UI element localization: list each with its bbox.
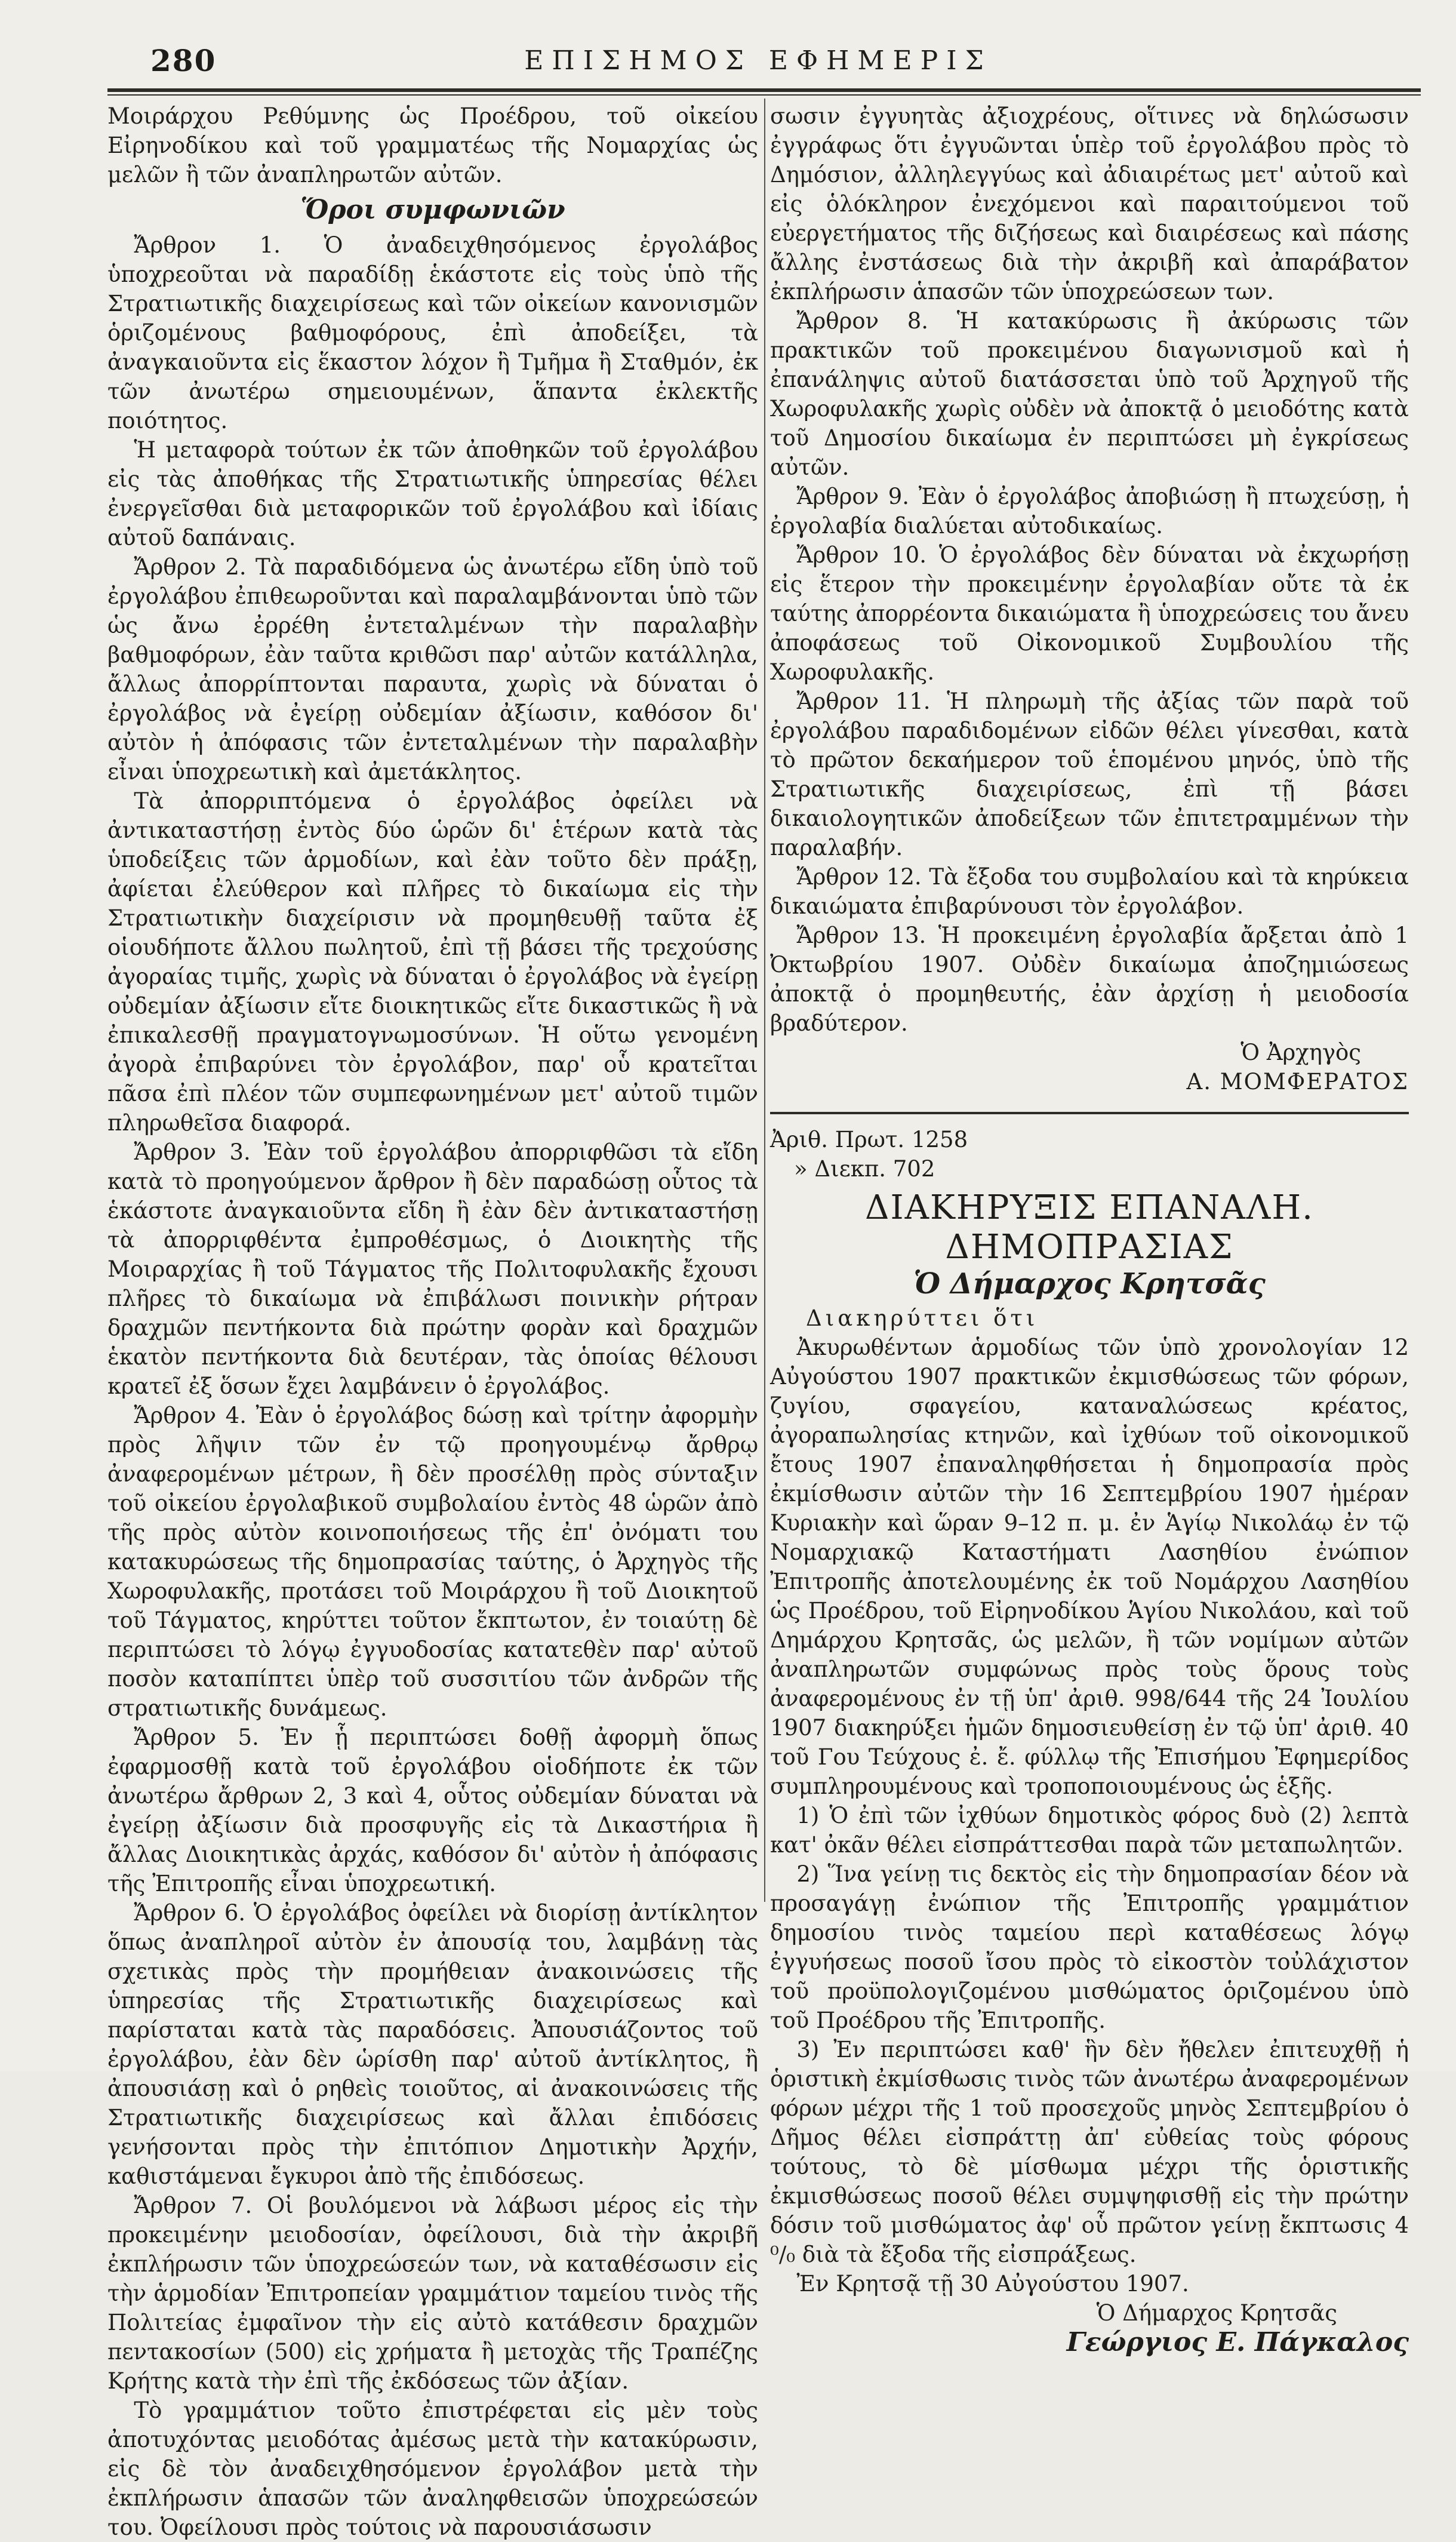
article-13-paragraph: Ἄρθρον 13. Ἡ προκειμένη ἐργολαβία ἄρξεται ἀπὸ 1 Ὀκτωβρίου 1907. Οὐδὲν δικαίωμα ἀποζημιώσεως ἀποκτᾷ ὁ προμηθευτής, ἐὰν ἀρχίσῃ ἡ μειοδοσία βραδύτερον. — [770, 923, 1409, 1036]
section-heading: Ὅροι συμφωνιῶν — [300, 195, 565, 225]
auction-paragraph: Ἀκυρωθέντων ἁρμοδίως τῶν ὑπὸ χρονολογίαν 12 Αὐγούστου 1907 πρακτικῶν ἐκμισθώσεως τῶν φόρων, ζυγίου, σφαγείου, καταναλώσεως κρέατος, ἀγοραπωλησίας κτηνῶν, καὶ ἰχθύων τοῦ οἰκονομικοῦ ἔτους 1907 ἐπαναληφθήσεται ἡ δημοπρασία πρὸς ἐκμίσθωσιν αὐτῶν τὴν 16 Σεπτεμβρίου 1907 ἡμέραν Κυριακὴν καὶ ὥραν 9–12 π. μ. ἐν Ἁγίῳ Νικολάῳ ἐν τῷ Νομαρχιακῷ Καταστήματι Λασηθίου ἐνώπιον Ἐπιτροπῆς ἀποτελουμένης ἐκ τοῦ Νομάρχου Λασηθίου ὡς Προέδρου, τοῦ Εἰρηνοδίκου Ἁγίου Νικολάου, καὶ τοῦ Δημάρχου Κρητσᾶς, ὡς μελῶν, ἢ τῶν νομίμων αὐτῶν ἀναπληρωτῶν συμφώνως πρὸς τοὺς ὅρους τοὺς ἀναφερομένους ἐν τῇ ὑπ' ἀριθ. 998/644 τῆς 24 Ἰουλίου 1907 διακηρύξει ἡμῶν δημοσιευθείσῃ ἐν τῷ ὑπ' ἀριθ. 40 τοῦ Γου Τεύχους ἐ. ἔ. φύλλῳ τῆς Ἐπισήμου Ἐφημερίδος συμπληρουμένους καὶ τροποποιουμένους ὡς ἑξῆς. — [770, 1335, 1409, 1799]
journal-title: ΕΠΙΣΗΜΟΣ ΕΦΗΜΕΡΙΣ — [524, 45, 992, 76]
signatory-title: Ὁ Ἀρχηγὸς — [1240, 1040, 1361, 1065]
article-4-paragraph: Ἄρθρον 4. Ἐὰν ὁ ἐργολάβος δώσῃ καὶ τρίτην ἀφορμὴν πρὸς λῆψιν τῶν ἐν τῷ προηγουμένῳ ἄρθρῳ ἀναφερομένων μέτρων, ἢ δὲν προσέλθῃ πρὸς σύνταξιν τοῦ οἰκείου ἐργολαβικοῦ συμβολαίου ἐντὸς 48 ὡρῶν ἀπὸ τῆς πρὸς αὐτὸν κοινοποιήσεως τῆς ἐπ' ὀνόματι του κατακυρώσεως τῆς δημοπρασίας ταύτης, ὁ Ἀρχηγὸς τῆς Χωροφυλακῆς, προτάσει τοῦ Μοιράρχου ἢ τοῦ Διοικητοῦ τοῦ Τάγματος, κηρύττει τοῦτον ἔκπτωτον, ἐν τοιαύτῃ δὲ περιπτώσει τὸ λόγῳ ἐγγυοδοσίας κατατεθὲν παρ' αὐτοῦ ποσὸν καταπίπτει ὑπὲρ τοῦ συσσιτίου τῶν ἀνδρῶν τῆς στρατιωτικῆς δυνάμεως. — [107, 1403, 758, 1721]
page-header — [107, 43, 1409, 85]
article-12-paragraph: Ἄρθρον 12. Τὰ ἔξοδα του συμβολαίου καὶ τὰ κηρύκεια δικαιώματα ἐπιβαρύνουσι τὸν ἐργολάβον. — [770, 864, 1409, 919]
term-3-paragraph: 3) Ἐν περιπτώσει καθ' ἣν δὲν ἤθελεν ἐπιτευχθῇ ἡ ὁριστικὴ ἐκμίσθωσις τινὸς τῶν ἀνωτέρω ἀναφερομένων φόρων μέχρι τῆς 1 τοῦ προσεχοῦς μηνὸς Σεπτεμβρίου ὁ Δῆμος θέλει εἰσπράττῃ ἀπ' εὐθείας τοὺς φόρους τούτους, τὸ δὲ μίσθωμα μέχρι τῆς ὁριστικῆς ἐκμισθώσεως ποσοῦ θέλει συμψηφισθῇ εἰς τὴν πρώτην δόσιν τοῦ μισθώματος ἀφ' οὗ πρῶτον γείνῃ ἔκπτωσις 4 ⁰/₀ διὰ τὰ ἔξοδα τῆς εἰσπράξεως. — [770, 2037, 1409, 2267]
receipt-return-paragraph: Τὸ γραμμάτιον τοῦτο ἐπιστρέφεται εἰς μὲν τοὺς ἀποτυχόντας μειοδότας ἀμέσως μετὰ τὴν κατακύρωσιν, εἰς δὲ τὸν ἀναδειχθησόμενον ἐργολάβον μετὰ τὴν ἐκπλήρωσιν ἁπασῶν τῶν ἀναληφθεισῶν ὑποχρεώσεών του. Ὀφείλουσι πρὸς τούτοις νὰ παρουσιάσωσιν — [107, 2397, 758, 2540]
intro-paragraph: Μοιράρχου Ρεθύμνης ὡς Προέδρου, τοῦ οἰκείου Εἰρηνοδίκου καὶ τοῦ γραμματέως τῆς Νομαρχίας ὡς μελῶν ἢ τῶν ἀναπληρωτῶν αὐτῶν. — [107, 103, 758, 188]
dispatch-number: » Διεκπ. 702 — [794, 1156, 935, 1182]
article-11-paragraph: Ἄρθρον 11. Ἡ πληρωμὴ τῆς ἀξίας τῶν παρὰ τοῦ ἐργολάβου παραδιδομένων εἰδῶν θέλει γίνεσθαι, κατὰ τὸ πρῶτον δεκαήμερον τοῦ ἑπομένου μηνός, ὑπὸ τῆς Στρατιωτικῆς διαχειρίσεως, ἐπὶ τῇ βάσει δικαιολογητικῶν ἀποδείξεων τῶν ἐπιτετραμμένων τὴν παραλαβήν. — [770, 688, 1409, 860]
rejected-items-paragraph: Τὰ ἀπορριπτόμενα ὁ ἐργολάβος ὀφείλει νὰ ἀντικαταστήσῃ ἐντὸς δύο ὡρῶν δι' ἑτέρων κατὰ τὰς ὑποδείξεις τῶν ἁρμοδίων, καὶ ἐὰν τοῦτο δὲν πράξῃ, ἀφίεται ἐλεύθερον καὶ πλῆρες τὸ δικαίωμα εἰς τὴν Στρατιωτικὴν διαχείρισιν νὰ προμηθευθῇ ταῦτα ἐξ οἱουδήποτε ἄλλου πωλητοῦ, ἐπὶ τῇ βάσει τῆς τρεχούσης ἀγοραίας τιμῆς, χωρὶς νὰ δύναται ὁ ἐργολάβος νὰ ἐγείρῃ οὐδεμίαν ἀξίωσιν εἴτε διοικητικῶς εἴτε δικαστικῶς ἢ νὰ ἐπικαλεσθῇ πραγματογνωμοσύνων. Ἡ οὕτω γενομένη ἀγορὰ ἐπιβαρύνει τὸν ἐργολάβον, παρ' οὗ κρατεῖται πᾶσα ἐπὶ πλέον τῶν συμπεφωνημένων μετ' αὐτοῦ τιμῶν πληρωθεῖσα διαφορά. — [107, 788, 758, 1136]
proclamation-heading: ΔΙΑΚΗΡΥΞΙΣ ΕΠΑΝΑΛΗ. ΔΗΜΟΠΡΑΣΙΑΣ — [865, 1188, 1314, 1267]
article-9-paragraph: Ἄρθρον 9. Ἐὰν ὁ ἐργολάβος ἀποβιώσῃ ἢ πτωχεύσῃ, ἡ ἐργολαβία διαλύεται αὐτοδικαίως. — [770, 484, 1409, 539]
signatory-name: Α. ΜΟΜΦΕΡΑΤΟΣ — [1186, 1069, 1409, 1095]
transport-paragraph: Ἡ μεταφορὰ τούτων ἐκ τῶν ἀποθηκῶν τοῦ ἐργολάβου εἰς τὰς ἀποθήκας τῆς Στρατιωτικῆς ὑπηρεσίας θέλει ἐνεργεῖσθαι διὰ μεταφορικῶν τοῦ ἐργολάβου καὶ ἰδίαις αὐτοῦ δαπάναις. — [107, 437, 758, 551]
mayor-title: Ὁ Δήμαρχος Κρητσᾶς — [1096, 2300, 1337, 2326]
article-1-paragraph: Ἄρθρον 1. Ὁ ἀναδειχθησόμενος ἐργολάβος ὑποχρεοῦται νὰ παραδίδῃ ἑκάστοτε εἰς τοὺς ὑπὸ τῆς Στρατιωτικῆς διαχειρίσεως καὶ τῶν οἰκείων κανονισμῶν ὁριζομένους βαθμοφόρους, ἐπὶ ἀποδείξει, τὰ ἀναγκαιοῦντα εἰς ἕκαστον λόχον ἢ Τμῆμα ἢ Σταθμόν, ἐκ τῶν ἀνωτέρω σημειουμένων, ἅπαντα ἐκλεκτῆς ποιότητος. — [107, 232, 758, 434]
article-6-paragraph: Ἄρθρον 6. Ὁ ἐργολάβος ὀφείλει νὰ διορίσῃ ἀντίκλητον ὅπως ἀναπληροῖ αὐτὸν ἐν ἀπουσίᾳ του, λαμβάνῃ τὰς σχετικὰς πρὸς τὴν προμήθειαν ἀνακοινώσεις τῆς ὑπηρεσίας τῆς Στρατιωτικῆς διαχειρίσεως καὶ παρίσταται κατὰ τὰς παραδόσεις. Ἀπουσιάζοντος τοῦ ἐργολάβου, ἐὰν δὲν ὡρίσθη παρ' αὐτοῦ ἀντίκλητος, ἢ ἀπουσιάσῃ καὶ ὁ ρηθεὶς τοιοῦτος, αἱ ἀνακοινώσεις τῆς Στρατιωτικῆς διαχειρίσεως καὶ ἄλλαι ἐπιδόσεις γενήσονται πρὸς τὴν ἐπιτόπιον Δημοτικὴν Ἀρχήν, καθιστάμεναι ἔγκυροι ἀπὸ τῆς ἐπιδόσεως. — [107, 1900, 758, 2189]
mayor-heading: Ὁ Δήμαρχος Κρητσᾶς — [913, 1267, 1266, 1301]
page-number: 280 — [150, 43, 217, 78]
term-2-paragraph: 2) Ἵνα γείνῃ τις δεκτὸς εἰς τὴν δημοπρασίαν δέον νὰ προσαγάγῃ ἐνώπιον τῆς Ἐπιτροπῆς γραμμάτιον δημοσίου τινὸς ταμείου περὶ καταθέσεως λόγῳ ἐγγυήσεως ποσοῦ ἴσου πρὸς τὸ εἰκοστὸν τοὐλάχιστον τοῦ προϋπολογιζομένου μισθώματος ὁριζομένου ὑπὸ τοῦ Προέδρου τῆς Ἐπιτροπῆς. — [770, 1861, 1409, 2033]
guarantors-paragraph: σωσιν ἐγγυητὰς ἀξιοχρέους, οἵτινες νὰ δηλώσωσιν ἐγγράφως ὅτι ἐγγυῶνται ὑπὲρ τοῦ ἐργολάβου πρὸς τὸ Δημόσιον, ἀλληλεγγύως καὶ ἀδιαιρέτως μετ' αὐτοῦ καὶ εἰς ὁλόκληρον ἐνεχόμενοι καὶ παραιτούμενοι τοῦ εὐεργετήματος τῆς διζήσεως καὶ διαιρέσεως καὶ πάσης ἄλλης ἐνστάσεως διὰ τὴν ἀκριβῆ καὶ ἀπαράβατον ἐκπλήρωσιν ἁπασῶν τῶν ὑποχρεώσεων των. — [770, 103, 1409, 305]
section-divider — [770, 1112, 1409, 1114]
right-column — [770, 102, 1409, 2357]
mayor-name: Γεώργιος Ε. Πάγκαλος — [1066, 2327, 1409, 2357]
article-8-paragraph: Ἄρθρον 8. Ἡ κατακύρωσις ἢ ἀκύρωσις τῶν πρακτικῶν τοῦ προκειμένου διαγωνισμοῦ καὶ ἡ ἐπανάληψις αὐτοῦ διατάσσεται ὑπὸ τοῦ Ἀρχηγοῦ τῆς Χωροφυλακῆς χωρὶς οὐδὲν νὰ ἀποκτᾷ ὁ μειοδότης κατὰ τοῦ Δημοσίου δικαίωμα ἐν περιπτώσει μὴ ἐγκρίσεως αὐτῶν. — [770, 308, 1409, 480]
article-10-paragraph: Ἄρθρον 10. Ὁ ἐργολάβος δὲν δύναται νὰ ἐκχωρήσῃ εἰς ἕτερον τὴν προκειμένην ἐργολαβίαν οὔτε τὰ ἐκ ταύτης ἀπορρέοντα δικαιώματα ἢ ὑποχρεώσεις του ἄνευ ἀποφάσεως τοῦ Οἰκονομικοῦ Συμβουλίου τῆς Χωροφυλακῆς. — [770, 542, 1409, 685]
column-divider — [764, 99, 765, 1902]
date-line: Ἐν Κρητσᾷ τῇ 30 Αὐγούστου 1907. — [796, 2271, 1189, 2297]
term-1-paragraph: 1) Ὁ ἐπὶ τῶν ἰχθύων δημοτικὸς φόρος δυὸ (2) λεπτὰ κατ' ὀκᾶν θέλει εἰσπράττεσθαι παρὰ τῶν μεταπωλητῶν. — [770, 1803, 1409, 1858]
protocol-number: Ἀριθ. Πρωτ. 1258 — [770, 1127, 968, 1152]
article-3-paragraph: Ἄρθρον 3. Ἐὰν τοῦ ἐργολάβου ἀπορριφθῶσι τὰ εἴδη κατὰ τὸ προηγούμενον ἄρθρον ἢ δὲν παραδώσῃ οὗτος τὰ ἑκάστοτε ἀναγκαιοῦντα εἴδη ἢ ἐὰν δὲν ἀντικαταστήσῃ τὰ ἀπορριφθέντα ἐμπροθέσμως, ὁ Διοικητὴς τῆς Μοιραρχίας ἢ τοῦ Τάγματος τῆς Πολιτοφυλακῆς ἔχουσι πλῆρες τὸ δικαίωμα νὰ ἐπιβάλωσι ποινικὴν ρήτραν δραχμῶν πεντήκοντα διὰ πρώτην φορὰν καὶ δραχμῶν ἑκατὸν πεντήκοντα διὰ δευτέραν, τὰς ὁποίας θέλουσι κρατεῖ ἐξ ὅσων ἔχει λαμβάνειν ὁ ἐργολάβος. — [107, 1139, 758, 1399]
left-column — [107, 102, 758, 2542]
header-rule — [107, 88, 1421, 96]
article-5-paragraph: Ἄρθρον 5. Ἐν ᾗ περιπτώσει δοθῇ ἀφορμὴ ὅπως ἐφαρμοσθῇ κατὰ τοῦ ἐργολάβου οἱοδήποτε ἐκ τῶν ἀνωτέρω ἄρθρων 2, 3 καὶ 4, οὗτος οὐδεμίαν δύναται νὰ ἐγείρῃ ἀξίωσιν διὰ προσφυγῆς εἰς τὰ Δικαστήρια ἢ ἄλλας Διοικητικὰς ἀρχάς, καθόσον δι' αὐτὸν ἡ ἀπόφασις τῆς Ἐπιτροπῆς εἶναι ὑποχρεωτική. — [107, 1725, 758, 1896]
article-7-paragraph: Ἄρθρον 7. Οἱ βουλόμενοι νὰ λάβωσι μέρος εἰς τὴν προκειμένην μειοδοσίαν, ὀφείλουσι, διὰ τὴν ἀκριβῆ ἐκπλήρωσιν τῶν ὑποχρεώσεών των, νὰ καταθέσωσιν εἰς τὴν ἁρμοδίαν Ἐπιτροπείαν γραμμάτιον ταμείου τινὸς τῆς Πολιτείας ἐμφαῖνον τὴν εἰς αὐτὸ κατάθεσιν δραχμῶν πεντακοσίων (500) εἰς χρήματα ἢ μετοχὰς τῆς Τραπέζης Κρήτης κατὰ τὴν ἐπὶ τῆς ἐκδόσεως τῶν ἀξίαν. — [107, 2193, 758, 2394]
article-2-paragraph: Ἄρθρον 2. Τὰ παραδιδόμενα ὡς ἀνωτέρω εἴδη ὑπὸ τοῦ ἐργολάβου ἐπιθεωροῦνται καὶ παραλαμβάνονται ὑπὸ τῶν ὡς ἄνω ἐρρέθη ἐντεταλμένων τὴν παραλαβὴν βαθμοφόρων, ἐὰν ταῦτα κριθῶσι παρ' αὐτῶν κατάλληλα, ἄλλως ἀπορρίπτονται παραυτα, χωρὶς νὰ δύναται ὁ ἐργολάβος νὰ ἐγείρῃ οὐδεμίαν ἀξίωσιν, καθόσον δι' αὐτὸν ἡ ἀπόφασις τῶν ἐντεταλμένων τὴν παραλαβὴν εἶναι ὑποχρεωτικὴ καὶ ἀμετάκλητος. — [107, 554, 758, 785]
announces-line: Διακηρύττει ὅτι — [806, 1305, 1039, 1331]
